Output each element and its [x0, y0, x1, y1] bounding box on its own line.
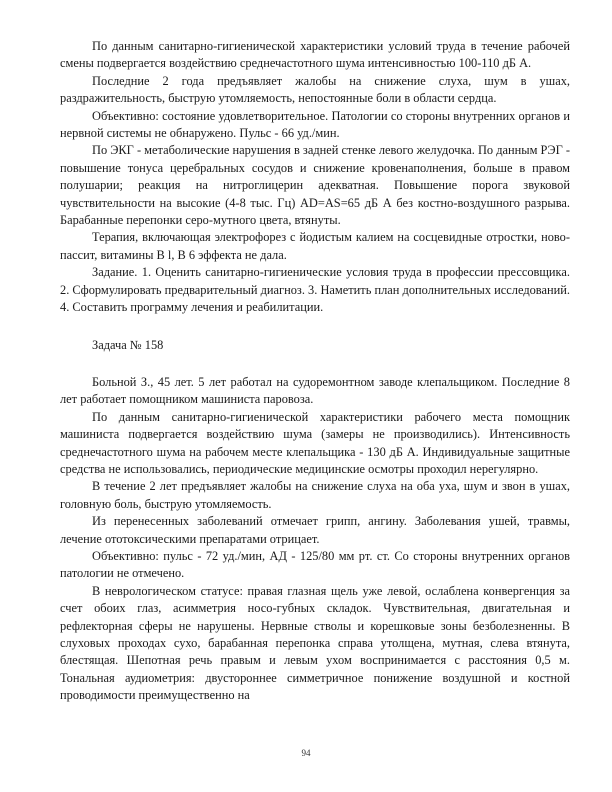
- paragraph-patient-history: Больной З., 45 лет. 5 лет работал на судоремонтном заводе клепальщиком. Последние 8 лет работает помощником машиниста паровоза.: [60, 374, 570, 407]
- paragraph-objective-2: Объективно: пульс - 72 уд./мин, АД - 125/80 мм рт. ст. Со стороны внутренних органов патологии не отмечено.: [60, 548, 570, 581]
- paragraph-complaints: Последние 2 года предъявляет жалобы на снижение слуха, шум в ушах, раздражительность, быструю утомляемость, непостоянные боли в области сердца.: [60, 73, 570, 106]
- case-section-bottom: [60, 374, 570, 705]
- paragraph-past-diseases: Из перенесенных заболеваний отмечает грипп, ангину. Заболевания ушей, травмы, лечение ототоксическими препаратами отрицает.: [60, 514, 570, 546]
- spacer: [60, 317, 570, 337]
- case-section-top: [60, 38, 570, 317]
- paragraph-assignment: Задание. 1. Оценить санитарно-гигиенические условия труда в профессии прессовщика. 2. Сформулировать предварительный диагноз. 3. Наметить план дополнительных исследований. 4. Составить программу лечения и реабилитации.: [60, 265, 570, 315]
- paragraph-therapy: Терапия, включающая электрофорез с йодистым калием на сосцевидные отростки, ново-пассит, витамины B l, B 6 эффекта не дала.: [60, 230, 570, 262]
- paragraph-objective: Объективно: состояние удовлетворительное. Патологии со стороны внутренних органов и нервной системы не обнаружено. Пульс - 66 уд./мин.: [60, 108, 570, 141]
- spacer: [60, 354, 570, 374]
- paragraph-neurological-status: В неврологическом статусе: правая глазная щель уже левой, ослаблена конвергенция за счет обоих глаз, асимметрия носо-губных складок. Чувствительная, двигательная и рефлекторная сферы не нарушены. Нервные стволы и корешковые зоны безболезненны. В слуховых проходах сухо, барабанная перепонка справа утолщена, мутная, слева втянута, блестящая. Шепотная речь правым и левым ухом воспринимается с расстояния 0,5 м. Тональная аудиометрия: двустороннее симметричное понижение воздушной и костной проводимости преимущественно на: [60, 583, 570, 703]
- document-page: [60, 38, 570, 705]
- task-title: Задача № 158: [92, 337, 164, 352]
- page-number: 94: [301, 748, 311, 758]
- paragraph-ecg: По ЭКГ - метаболические нарушения в задней стенке левого желудочка. По данным РЭГ - повышение тонуса церебральных сосудов и снижение кровенаполнения, больше в правом полушарии; реакция на нитроглицерин адекватная. Повышение порога звуковой чувствительности на высокие (4-8 тыс. Гц) AD=AS=65 дБ А без костно-воздушного разрыва. Барабанные перепонки серо-мутного цвета, втянуты.: [60, 143, 570, 228]
- paragraph-complaints-2: В течение 2 лет предъявляет жалобы на снижение слуха на оба уха, шум и звон в ушах, головную боль, быструю утомляемость.: [60, 479, 570, 511]
- paragraph-workplace-noise: По данным санитарно-гигиенической характеристики рабочего места помощник машиниста подвергается воздействию шума (замеры не производились). Интенсивность среднечастотного шума на рабочем месте клепальщика - 130 дБ А. Индивидуальные защитные средства не использовались, периодические медицинские осмотры проходил нерегулярно.: [60, 409, 570, 476]
- paragraph-work-conditions: По данным санитарно-гигиенической характеристики условий труда в течение рабочей смены подвергается воздействию среднечастотного шума интенсивностью 100-110 дБ А.: [60, 39, 570, 71]
